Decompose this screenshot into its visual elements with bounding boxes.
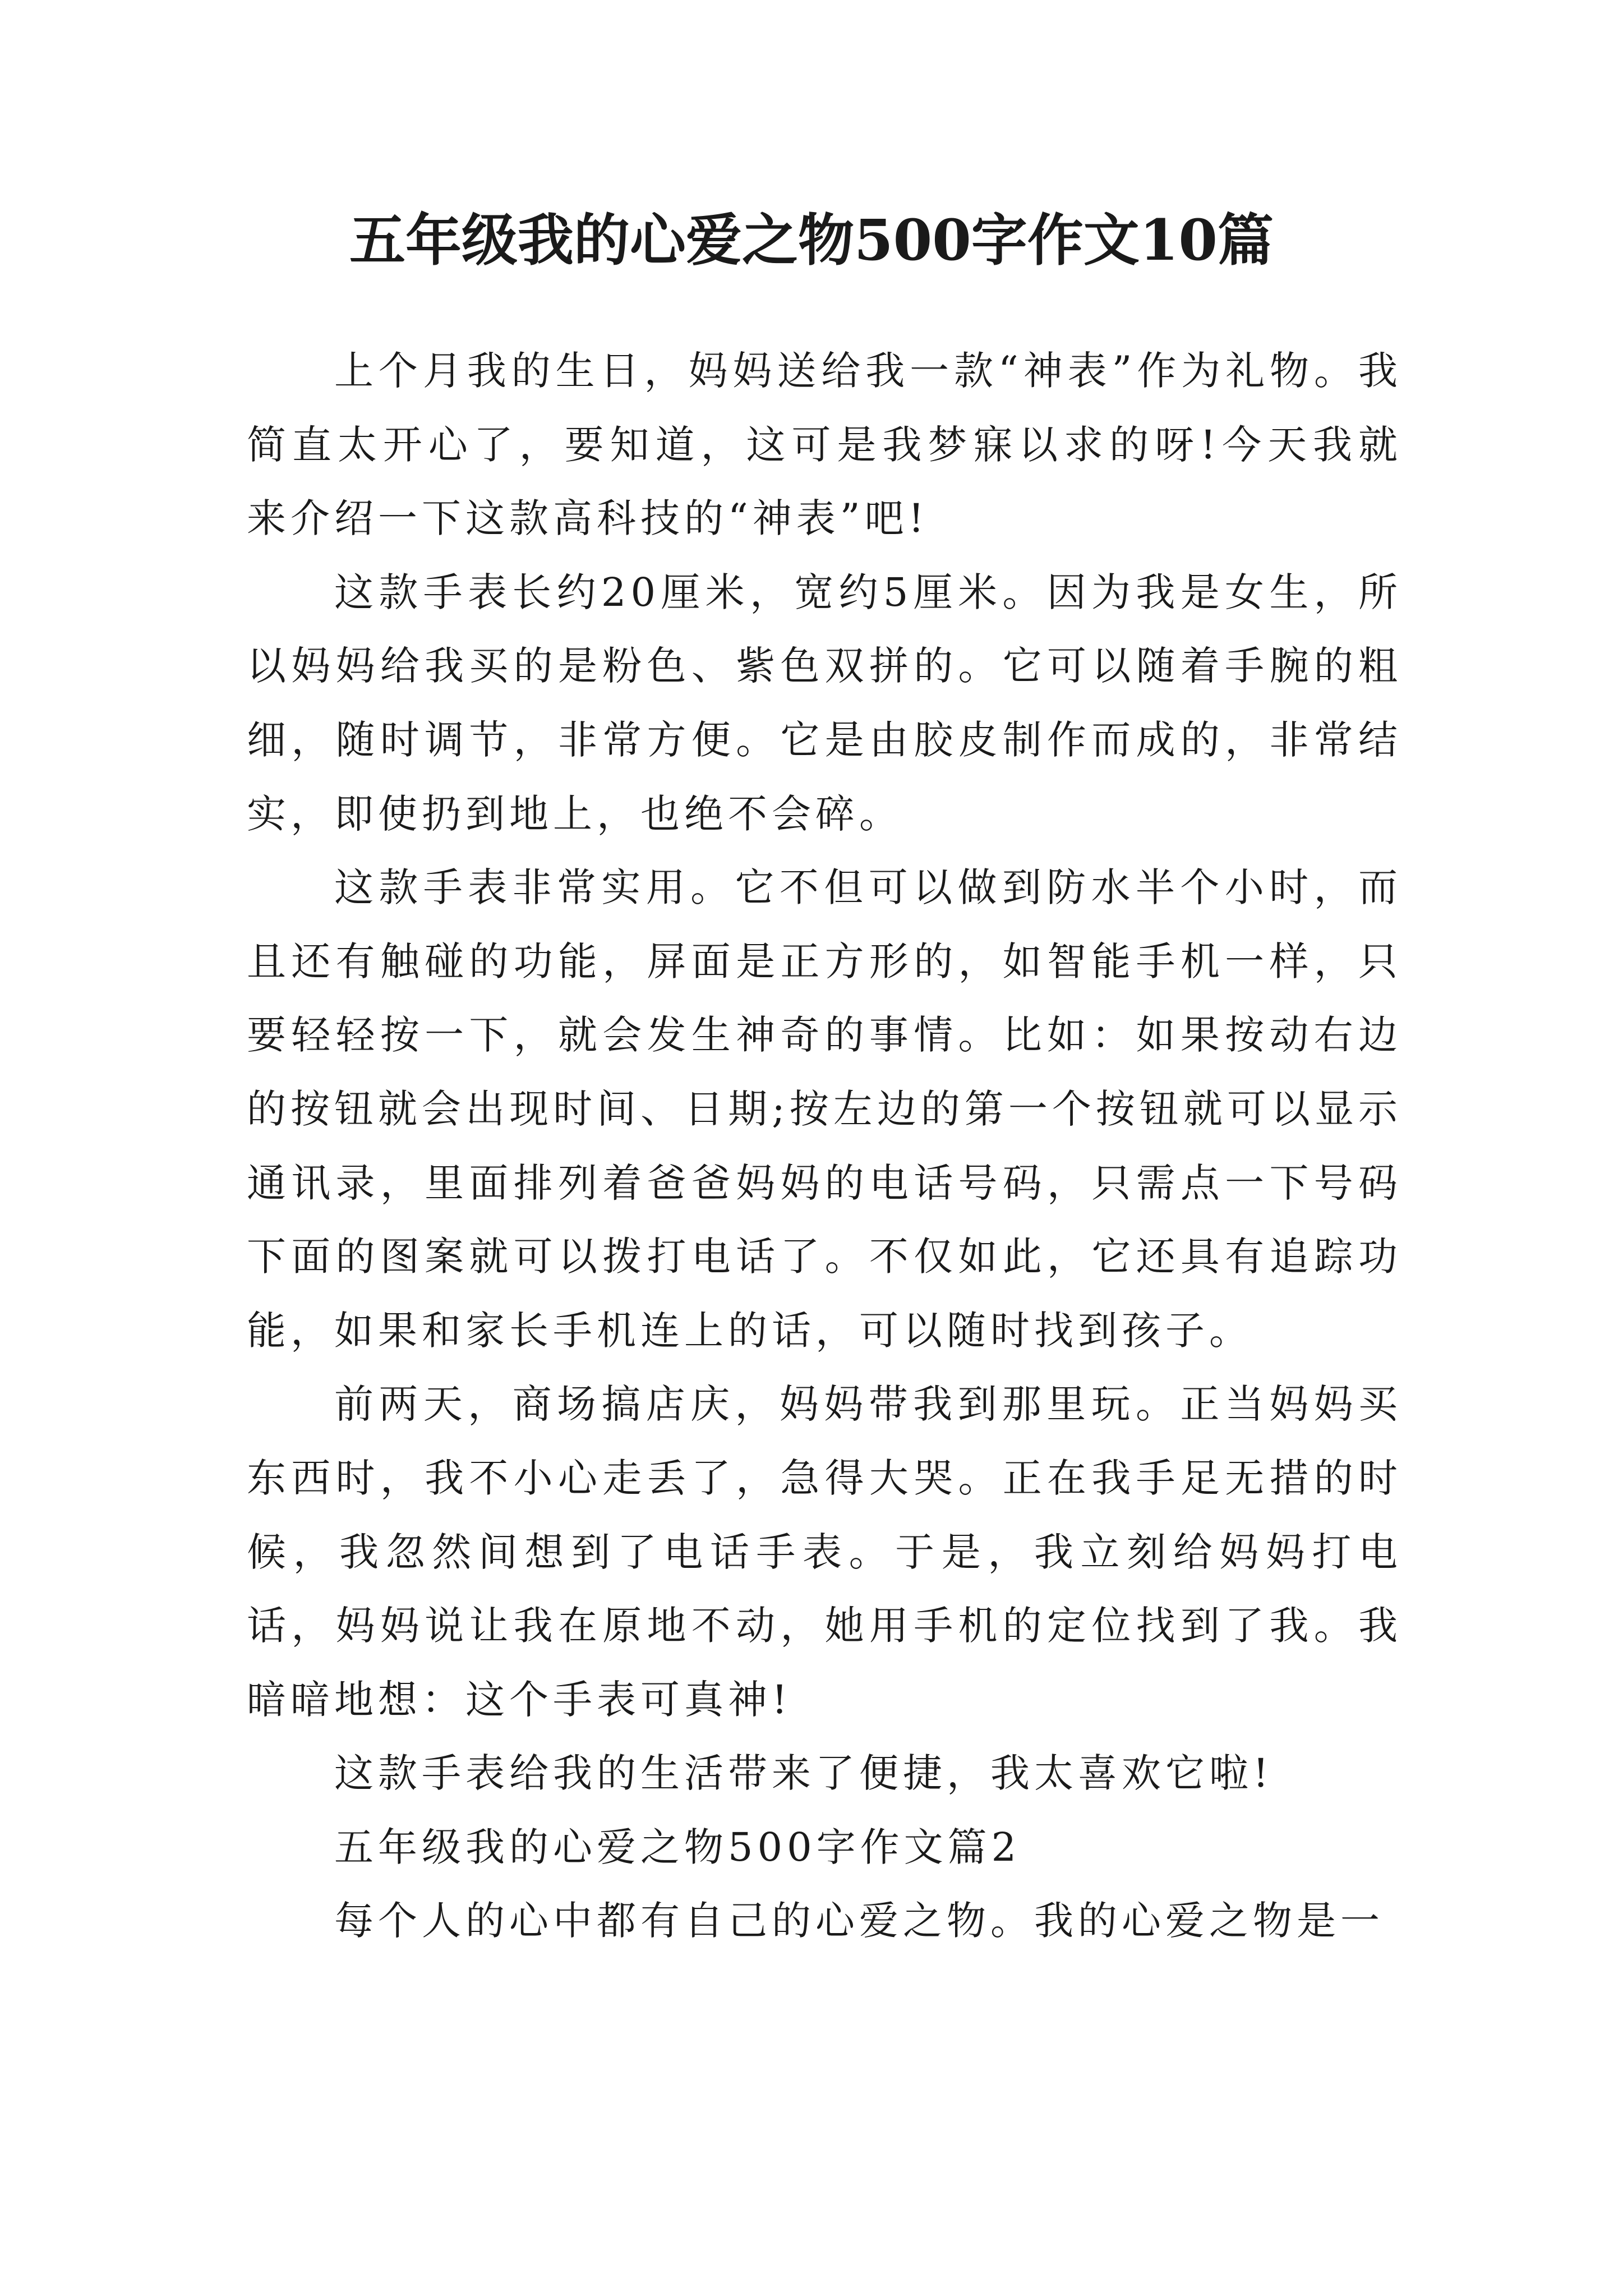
paragraph: 上个月我的生日，妈妈送给我一款“神表”作为礼物。我简直太开心了，要知道，这可是我梦寐以求的呀!今天我就来介绍一下这款高科技的“神表”吧! [247, 348, 1402, 542]
document-title: 五年级我的心爱之物500字作文10篇 [349, 207, 1274, 273]
paragraph: 前两天，商场搞店庆，妈妈带我到那里玩。正当妈妈买东西时，我不小心走丢了，急得大哭。正在我手足无措的时候，我忽然间想到了电话手表。于是，我立刻给妈妈打电话，妈妈说让我在原地不动，她用手机的定位找到了我。我暗暗地想：这个手表可真神! [247, 1381, 1402, 1723]
paragraph: 这款手表非常实用。它不但可以做到防水半个小时，而且还有触碰的功能，屏面是正方形的，如智能手机一样，只要轻轻按一下，就会发生神奇的事情。比如：如果按动右边的按钮就会出现时间、日期;按左边的第一个按钮就可以显示通讯录，里面排列着爸爸妈妈的电话号码，只需点一下号码下面的图案就可以拨打电话了。不仅如此，它还具有追踪功能，如果和家长手机连上的话，可以随时找到孩子。 [247, 864, 1402, 1354]
paragraph: 这款手表给我的生活带来了便捷，我太喜欢它啦! [334, 1750, 1274, 1797]
paragraph: 每个人的心中都有自己的心爱之物。我的心爱之物是一 [334, 1898, 1384, 1944]
paragraph: 这款手表长约20厘米，宽约5厘米。因为我是女生，所以妈妈给我买的是粉色、紫色双拼的。它可以随着手腕的粗细，随时调节，非常方便。它是由胶皮制作而成的，非常结实，即使扔到地上，也绝不会碎。 [247, 569, 1402, 837]
document-body [247, 334, 1402, 1958]
section-heading: 五年级我的心爱之物500字作文篇2 [334, 1824, 1021, 1870]
